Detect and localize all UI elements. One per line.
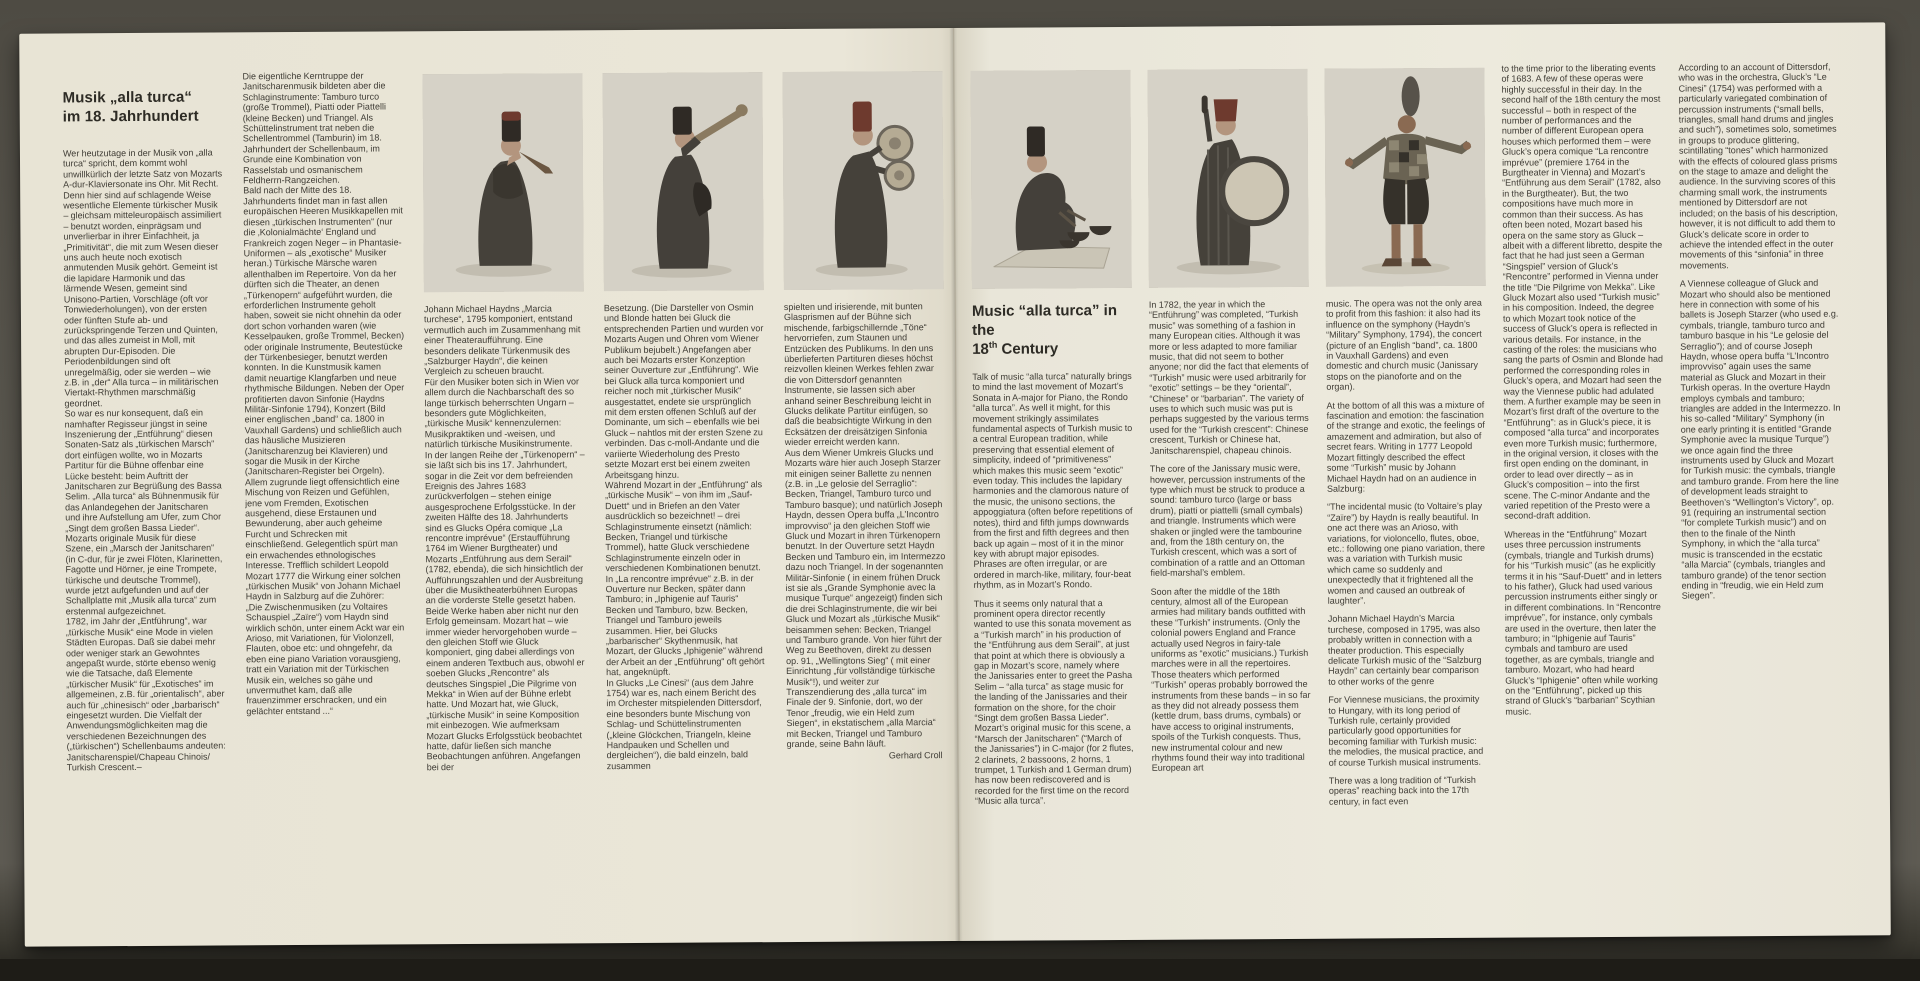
right-column-4: [1501, 63, 1666, 924]
frame-drum-player-illustration: [1147, 69, 1308, 288]
left-column-1: [62, 71, 227, 932]
german-text-column-1: [63, 147, 227, 772]
german-title: Musik „alla turca“ im 18. Jahrhundert: [62, 88, 199, 126]
paragraph: At the bottom of all this was a mixture of fascination and emotion: the fascination of the strange and exotic, the feelings of amazement and admiration, but also of secret fears. Writing in 1777 Leopold Mozart fittingly described the effect some “Turkish” music by Johann Michael Haydn had on an audience in Salzburg:: [1326, 399, 1485, 494]
english-text-column-1: [972, 371, 1135, 807]
german-text-column-4: [604, 302, 767, 771]
left-column-3: [422, 69, 587, 930]
english-text-column-4: [1501, 63, 1665, 717]
long-trumpet-player-icon: [602, 72, 763, 291]
english-text-column-5: [1678, 62, 1841, 602]
left-column-2: [242, 70, 407, 931]
paragraph: Johann Michael Haydn’s Marcia turchese, composed in 1795, was also probably written in connection with a theater production. This especially delicate Turkish music of the “Salzburg Haydn” can certainly bear comparison to other works of the genre: [1327, 613, 1482, 687]
gatefold-page: [19, 22, 1891, 946]
paragraph: “The incidental music (to Voltaire’s play “Zaïre”) by Haydn is really beautiful. In one act there was an Arioso, with variations, for violoncello, flutes, oboe, etc.: following one piano variation, there was a variation with Turkish music which came so suddenly and unexpectedly that it frightened all the women and caused an outbreak of laughter”.: [1327, 501, 1486, 606]
paragraph: Thus it seems only natural that a prominent opera director recently wanted to use this sonata movement as a “Turkish march” in his production of the “Entführung aus dem Serail”, at just that point at which there is obviously a gap in Mozart’s score, namely where the Janissaries enter to greet the Pasha Selim – “alla turca” as stage music for the landing of the Janissaries and their formation on the shore, for the choir “Singt dem großen Bassa Lieder”. Mozart’s original music for this scene, a “Marsch der Janitscharen” (“March of the Janissaries”) in C-major (for 2 flutes, 2 clarinets, 2 bassoons, 2 horns, 1 trumpet, 1 Turkish and 1 German drum) has now been rediscovered and is recorded for the first time on the record “Music alla turca”.: [973, 597, 1134, 807]
paragraph: Die eigentliche Kerntruppe der Janitscharenmusik bildeten aber die Schlaginstrumente: Tamburo turco (große Trommel), Piatti oder Piattelli (kleine Becken) und Triangel. Als Schüttelinstrument trat neben die Schellentrommel (Tamburin) im 18. Jahrhundert der Schellenbaum, im Grunde eine Kombination von Rasselstab und osmanischem Feldherrn-Rangzeichen.: [242, 70, 386, 186]
english-text-column-3: [1326, 298, 1489, 807]
paragraph: The core of the Janissary music were, however, percussion instruments of the type which must be struck to produce a sound: tamburo turco (large or bass drum), piatti or piattelli (small cymbals) and triangle. Instruments which were shaken or jingled were the tambourine and, from the 18th century on, the Turkish crescent, which was a sort of combination of a rattle and an Ottoman field-marshal’s emblem.: [1149, 462, 1306, 578]
right-column-2: [1147, 65, 1312, 926]
paragraph: music. The opera was not the only area to profit from this fashion: it also had its influence on the symphony (Haydn’s “Military” Symphony, 1794), the concert (picture of an English “band”, ca. 1800 in Vauxhall Gardens) and even domestic and church music (Janissary stops on the pianoforte and on the organ).: [1325, 297, 1482, 392]
paragraph: „Die Zwischenmusiken (zu Voltaires Schauspiel „Zaïre“) vom Haydn sind wirklich schön, unter einem Ackt war ein Arioso, mit Variationen, für Violonzell, Flauten, oboe etc: und ohngefehr, da eben eine piano Variation vorausgieng, tratt ein Variation mit der Türkischen Musik ein, welches so gähe und unvermuthet kam, daß alle frauenzimmer erschracken, und ein gelächter entstand ...“: [245, 601, 405, 717]
author-signature: Gerhard Croll: [888, 750, 943, 761]
paragraph: Besetzung. (Die Darsteller von Osmin und Blonde hatten bei Gluck die entsprechenden Partien und wurden vor Mozarts Augen und Ohren vom Wiener Publikum bejubelt.) Angefangen aber auch bei Mozarts erster Konzeption seiner Ouverture zur „Entführung“. Wie bei Gluck alla turca komponiert und reicher noch mit „türkischer Musik“ ausgestattet, endete sie ursprünglich mit dem ersten offenen Schluß auf der Dominante, um sich – ebenfalls wie bei Gluck – nahtlos mit der ersten Szene zu verbinden. Das c-moll-Andante und die variierte Wiederholung des Presto setzte Mozart erst bei einem zweiten Arbeitsgang hinzu.: [603, 302, 764, 480]
paragraph: Allem zugrunde liegt offensichtlich eine Mischung von Reizen und Gefühlen, jene vom Fremden, Exotischen ausgehend, diese Erstaunen und Bewunderung, aber auch geheime Furcht und Schrecken mit einschließend. Gelegentlich spürt man ein erwachendes ethnologisches Interesse. Trefflich schildert Leopold Mozart 1777 die Wirkung einer solchen „türkischen Musik“ von Johann Michael Haydn in Salzburg auf die Zuhörer:: [244, 476, 401, 602]
paragraph: For Viennese musicians, the proximity to Hungary, with its long period of Turkish rule, certainly provided particularly good opportunities for becoming familiar with Turkish music: the melodies, the musical practice, and of course Turkish musical instruments.: [1328, 694, 1484, 768]
german-text-column-3: [424, 303, 587, 772]
paragraph: Bald nach der Mitte des 18. Jahrhunderts findet man in fast allen europäischen Heeren Musikkapellen mit diesen „türkischen Instrumenten“ (nur die ‚Kolonialmächte‘ England und Frankreich zogen Neger – in Phantasie-Uniformen – als „exotische“ Musiker heran.) Türkische Märsche waren allenthalben im Repertoire. Von da her dürften sich die Theater, an denen „Türkenopern“ aufgeführt wurden, die erforderlichen Instrumente geholt haben, soweit sie nicht ohnehin da oder dort schon vorhanden waren (wie Kesselpauken, große Trommel, Becken) oder originale Instrumente, Beutestücke der Türkenbesieger, benutzt werden konnten. In die Kunstmusik kamen damit neuartige Klangfarben und neue rhythmische Bildungen. Neben der Oper profitierten davon Sinfonie (Haydns Militär-Sinfonie 1794), Konzert (Bild einer englischen „band“ ca. 1800 in Vauxhall Gardens) und schließlich auch das häusliche Musizieren (Janitscharenzug bei Klavieren) und sogar die Musik in der Kirche (Janitscharen-Register bei Orgeln).: [243, 185, 405, 477]
table-surface-shadow: [0, 959, 1920, 981]
paragraph: Während Mozart in der „Entführung“ als „türkische Musik“ – von ihm im „Sauf-Duett“ und in Briefen an den Vater ausdrücklich so bezeichnet! – drei Schlaginstrumente einsetzt (nämlich: Becken, Triangel und türkische Trommel), hatte Gluck verschiedene Schlaginstrumente einzeln oder in verschiedenen Kombinationen benutzt. In „La rencontre imprévue“ z.B. in der Ouverture nur Becken, später dann Tamburo; in „Iphigenie auf Tauris“ Becken und Tamburo, bzw. Becken, Triangel und Tamburo jeweils zusammen. Hier, bei Glucks „barbarischer“ Skythenmusik, hat Mozart, der Glucks „Iphigenie“ während der Arbeit an der „Entführung“ oft gehört hat, angeknüpft.: [604, 479, 765, 678]
paragraph: A Viennese colleague of Gluck and Mozart who should also be mentioned here in connection with some of his ballets is Joseph Starzer (who used e.g. cymbals, triangle, tamburo turco and tamburo basque in his “Le gelosie del Serraglio”); and of course Joseph Haydn, whose opera buffa “L’Incontro improvviso” again uses the same material as Gluck and Mozart in their Turkish operas. In the overture Haydn employs cymbals and tamburo; triangles are added in the Intermezzo. In his so-called “Military” Symphony (in one early printing it is entitled “Grande Symphonie avec la musique Turque”) we once again find the three instruments used by Gluck and Mozart for Turkish music: the cymbals, triangle and tamburo grande. From here the line of development leads straight to Beethoven’s “Wellington’s Victory”, op. 91 (requiring an instrumental section “for complete Turkish music”) and on then to the finale of the Ninth Symphony, in which the “alla turca” music is transcended in the ecstatic “alla Marcia” (cymbals, triangles and tamburo grande) of the tenor section ending in “freudig, wie ein Held zum Siegen”.: [1679, 277, 1841, 601]
left-page: [62, 67, 947, 932]
paragraph: Aus dem Wiener Umkreis Glucks und Mozarts wäre hier auch Joseph Starzer mit einigen seiner Ballette zu nennen (z.B. in „Le gelosie del Serraglio“: Becken, Triangel, Tamburo turco und Tamburo basque); und natürlich Joseph Haydn, dessen Opera buffa „L’Incontro improvviso“ ja den gleichen Stoff wie Gluck und Mozart in ihren Türkenopern benutzt. In der Ouverture setzt Haydn Becken und Tamburo ein, im Intermezzo dazu noch Triangel. In der sogenannten Militär-Sinfonie ( in einem frühen Druck ist sie als „Grande Symphonie avec la musique Turque“ angezeigt) finden sich die drei Schlaginstrumente, die wir bei Gluck und Mozart als „türkische Musik“ beisammen sehen: Becken, Triangel und Tamburo grande. Von hier führt der Weg zu Beethoven, direkt zu dessen op. 91, „Wellingtons Sieg“ ( mit einer Einrichtung „für vollständige türkische Musik“!), und weiter zur Transzendierung des „alla turca“ im Finale der 9. Sinfonie, dort, wo der Tenor „freudig, wie ein Held zum Siegen“, in ekstatischem „alla Marcia“ mit Becken, Triangel und Tamburo grande, seine Bahn läuft.: [784, 446, 946, 750]
english-title: Music “alla turca” in the 18th Century: [971, 302, 1118, 358]
right-page: [970, 62, 1843, 927]
dancer-illustration: [1324, 68, 1485, 287]
paragraph: Talk of music “alla turca” naturally brings to mind the last movement of Mozart’s Sonata in A-major for Piano, the Rondo “alla turca”. As well it might, for this movement strikingly assimilates fundamental aspects of Turkish music to a central European tradition, while preserving that essential element of simplicity, indeed of “primitiveness” which makes this music seem “exotic” even today. This includes the lapidary harmonies and the clamorous nature of the music, the unisono sections, the appoggiatura (often before repetitions of notes), third and fifth jumps downwards from the first and fifth degrees and then back up again – most of it in the minor key with abrupt major episodes. Phrases are often irregular, or are ordered in march-like, military, four-beat rhythm, as in Mozart’s Rondo.: [972, 370, 1133, 591]
paragraph: 1782, im Jahr der „Entführung“, war „türkische Musik“ eine Mode in vielen Städten Europas. Daß sie dabei mehr oder weniger stark an Gewohntes angepaßt wurde, störte ebenso wenig wie die Tatsache, daß Elemente „türkischer Musik“ für „Exotisches“ im allgemeinen, z.B. für „orientalisch“, aber auch für „chinesisch“ oder „barbarisch“ eingesetzt wurden. Die Vielfalt der Anwendungsmöglichkeiten mag die verschiedenen Bezeichnungen des („türkischen“) Schellenbaums andeuten: Janitscharenspiel/Chapeau Chinois/ Turkish Crescent.–: [65, 615, 226, 773]
right-column-1: [970, 66, 1135, 927]
dancer-icon: [1324, 68, 1485, 287]
english-text-column-2: [1149, 299, 1312, 774]
german-text-column-2: [242, 70, 406, 716]
cymbal-player-icon: [782, 71, 943, 290]
seated-kettledrum-player-illustration: [970, 70, 1131, 289]
paragraph: Whereas in the “Entführung” Mozart uses three percussion instruments (cymbals, triangle and Turkish drums) for his “Turkish music” (as he explicitly terms it in his “Sauf-Duett” and in letters to his father), Gluck had used various percussion instruments either singly or in different combinations. In “Rencontre imprévue”, for instance, only cymbals are used in the overture, then later the tamburo; in “Iphigenie auf Tauris” cymbals and tamburo are used together, as are cymbals, triangle and tamburo. Mozart, who had heard Gluck’s “Iphigenie” often while working on the “Entführung”, picked up this strand of Gluck’s “barbarian” Scythian music.: [1504, 528, 1662, 717]
paragraph: Für den Musiker boten sich in Wien vor allem durch die Nachbarschaft des so lange türkisch beherrschten Ungarn – besonders gute Möglichkeiten, „türkische Musik“ kennenzulernen: Musikpraktiken und -weisen, und natürlich türkische Musikinstrumente.: [424, 376, 580, 450]
paragraph: Johann Michael Haydns „Marcia turchese“, 1795 komponiert, entstand vermutlich auch im Zusammenhang mit einer Theateraufführung. Eine besonders delikate Türkenmusik des „Salzburger Haydn“, die keinen Vergleich zu scheuen braucht.: [423, 303, 581, 377]
paragraph: to the time prior to the liberating events of 1683. A few of these operas were highly successful in their day. In the second half of the 18th century the most successful – both in respect of the number of performances and the number of different European opera houses which performed them – were Gluck’s opera comique “La rencontre imprévue” (premiere 1764 in the Burgtheater in Vienna) and Mozart’s “Entführung aus dem Serail” (1782, also in the Burgtheater). But, the two compositions have much more in common than their success. As has often been noted, Mozart based his opera on the same story as Gluck –albeit with a different libretto, despite the fact that he had just seen a German “Singspiel” version of Gluck’s “Rencontre” performed in Vienna under the title “Die Pilgrime von Mekka”. Like Gluck Mozart also used “Turkish music” in his composition. Indeed, the degree to which Mozart took notice of the success of Gluck’s opera is reflected in various details. For instance, in the casting of the roles: the musicians who sang the parts of Osmin and Blonde had performed the corresponding roles in Gluck’s opera, and Mozart had seen the way the Viennese public had adulated them. A further example may be seen in Mozart’s first draft of the overture to the “Entführung”: as in Gluck’s piece, it is composed “alla turca” and incorporates even more Turkish music; furthermore, in the original version, it closes with the first open ending on the dominant, in order to lead over directly – as in Gluck’s composition – into the first scene. The C-minor Andante and the varied repetition of the Presto were a second-draft addition.: [1501, 62, 1663, 522]
cymbal-player-illustration: [782, 71, 943, 290]
center-fold-crease: [949, 28, 963, 941]
paragraph: Soon after the middle of the 18th century, almost all of the European armies had military bands outfitted with these “Turkish” instruments. (Only the colonial powers England and France actually used Negros in fairy-tale uniforms as “exotic” musicians.) Turkish marches were in all the repertoires. Those theaters which performed “Turkish” operas probably borrowed the instruments from these bands – in so far as they did not already possess them (kettle drum, bass drums, cymbals) or have access to original instruments, spoils of the Turkish conquests. Thus, new instrumental colour and new rhythms found their way into traditional European art: [1150, 585, 1311, 774]
paragraph: Wer heutzutage in der Musik von „alla turca“ spricht, dem kommt wohl unwillkürlich der letzte Satz von Mozarts A-dur-Klaviersonate ins Ohr. Mit Recht. Denn hier sind auf schlagende Weise wesentliche Elemente türkischer Musik – gleichsam mitteleuropäisch assimiliert – benutzt worden, einprägsam und unverlierbar in ihrer Einfachheit, ja „Primitivität“, die mit zum Wesen dieser uns auch heute noch exotisch anmutenden Musik gehört. Gemeint ist die lapidare Harmonik und das lärmende Wesen, gemeint sind Unisono-Partien, Vorschläge (oft vor Tonwiederholungen), von der ersten oder fünften Stufe ab- und zurückspringende Terzen und Quinten, und das alles zumeist in Moll, mit abrupten Dur-Episoden. Die Periodenbildungen sind oft unregelmäßig, oder sie werden – wie z.B. in „der“ Alla turca – in militärischen Viertakt-Rhythmen marschmäßig geordnet.: [62, 147, 223, 409]
seated-kettledrum-player-icon: [970, 70, 1131, 289]
long-trumpet-player-illustration: [602, 72, 763, 291]
paragraph: There was a long tradition of “Turkish operas” reaching back into the 17th century, in fact even: [1328, 774, 1476, 807]
paragraph: In der langen Reihe der „Türkenopern“ – sie läßt sich bis ins 17. Jahrhundert, sogar in die Zeit vor dem befreienden Ereignis des Jahres 1683 zurückverfolgen – stehen einige ausgesprochene Erfolgsstücke. In der zweiten Hälfte des 18. Jahrhunderts sind es Glucks Opéra comique „La rencontre imprévue“ (Erstaufführung 1764 im Wiener Burgtheater) und Mozarts „Entführung aus dem Serail“ (1782, ebenda), die sich hinsichtlich der Aufführungszahlen und der Ausbreitung über die Musiktheaterbühnen Europas an die vorderste Stelle gesetzt haben. Beide Werke haben aber nicht nur den Erfolg gemeinsam. Mozart hat – wie immer wieder hervorgehoben wurde – den gleichen Stoff wie Gluck komponiert, ging dabei allerdings von einem anderen Textbuch aus, obwohl er soeben Glucks „Rencontre“ als deutsches Singspiel „Die Pilgrime von Mekka“ in Wien auf der Bühne erlebt hatte. Und Mozart hat, wie Gluck, „türkische Musik“ in seine Komposition mit einbezogen. Wie aufmerksam Mozart Glucks Erfolgsstück beobachtet hatte, dafür ließen sich manche Beobachtungen anführen. Angefangen bei der: [424, 448, 585, 773]
left-column-4: [602, 68, 767, 929]
paragraph: In Glucks „Le Cinesi“ (aus dem Jahre 1754) war es, nach einem Bericht des im Orchester mitspielenden Dittersdorf, eine besonders bunte Mischung von Schlag- und Schüttelinstrumenten („kleine Glöckchen, Triangeln, kleine Handpauken und Schellen und dergleichen“), die bald einzeln, bald zusammen: [606, 676, 762, 772]
shawm-player-illustration: [422, 73, 583, 292]
left-column-5: [782, 67, 947, 928]
paragraph: So war es nur konsequent, daß ein namhafter Regisseur jüngst in seine Inszenierung der „Entführung“ diesen Sonaten-Satz als „türkischen Marsch“ dort einfügen wollte, wo in Mozarts Partitur für die Bühne offenbar eine Lücke besteht: beim Auftritt der Janitscharen zur Begrüßung des Bassa Selim. „Alla turca“ als Bühnenmusik für das Anlandegehen der Janitscharen und ihre Aufstellung am Ufer, zum Chor „Singt dem großen Bassa Lieder“. Mozarts originale Musik für diese Szene, ein „Marsch der Janitscharen“ (in C-dur, für je zwei Flöten, Klarinetten, Fagotte und Hörner, je eine Trompete, türkische und deutsche Trommel), wurde jetzt aufgefunden und auf der Schallplatte mit „Musik alla turca“ zum erstenmal aufgezeichnet.: [64, 407, 223, 617]
right-column-3: [1324, 64, 1489, 925]
shawm-player-icon: [422, 73, 583, 292]
paragraph: According to an account of Dittersdorf, who was in the orchestra, Gluck’s “Le Cinesi” (1754) was performed with a particularly variegated combination of percussion instruments (“small bells, triangles, small hand drums and jingles and such”), sometimes solo, sometimes in groups to produce glittering, scintillating “tones” which harmonized with the effects of coloured glass prisms on the stage to amaze and delight the audience. In the surviving scores of this charming small work, the instruments mentioned by Dittersdorf are not included; on the basis of his description, however, it is not difficult to add them to Gluck’s delicate score in order to achieve the intended effect in the outer movements of this “sinfonia” in three movements.: [1678, 61, 1838, 271]
paragraph: In 1782, the year in which the “Entführung” was completed, “Turkish music” was something of a fashion in many European cities. Although it was more or less adapted to more familiar music, that did not seem to bother anyone; nor did the fact that elements of “Turkish” music were used arbitrarily for “exotic” settings – be they “oriental”, “Chinese” or “barbarian”. The variety of uses to which such music was put is perhaps suggested by the various terms used for the “Turkish crescent”: Chinese crescent, Turkish or Chinese hat, Janitscharenspiel, chapeau chinois.: [1148, 299, 1309, 456]
right-column-5: [1678, 62, 1843, 923]
paragraph: spielten und irisierende, mit bunten Glasprismen auf der Bühne sich mischende, farbigschillernde „Töne“ hervorriefen, zum Staunen und Entzücken des Publikums. In den uns überlieferten Partituren dieses höchst reizvollen kleinen Werkes fehlen zwar die von Dittersdorf genannten Instrumente, sie lassen sich aber anhand seiner Beschreibung leicht in Glucks delikate Partitur einfügen, so daß die beabsichtigte Wirkung in den Ecksätzen der dreisätzigen Sinfonia wieder erreicht werden kann.: [783, 301, 934, 448]
german-text-column-5: [784, 301, 947, 749]
frame-drum-player-icon: [1147, 69, 1308, 288]
